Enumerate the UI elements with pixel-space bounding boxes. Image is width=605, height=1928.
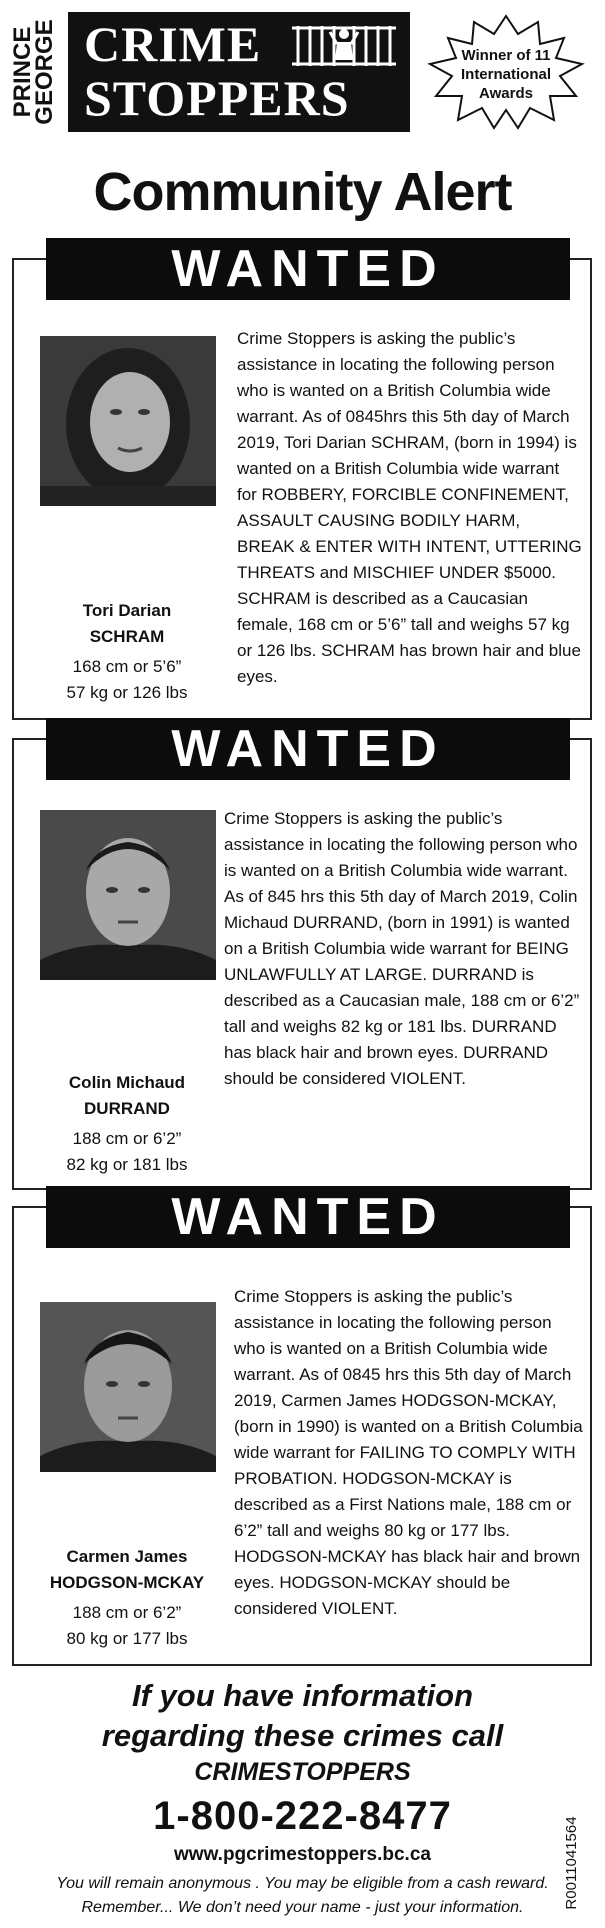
suspect-weight: 57 kg or 126 lbs [66, 683, 188, 702]
suspect-description: Crime Stoppers is asking the public’s assistance in locating the following person who is wanted on a British Columbia wide warrant. As of 0845 hrs this 5th day of March 2019, Carmen James HODGSON-MCKAY, (born in 1990) is wanted on a British Columbia wide warrant for FAILING TO COMPLY WITH PROBATION. HODGSON-MCKAY is described as a First Nations male, 188 cm or 6’2” tall and weighs 80 kg or 177 lbs. HODGSON-MCKAY has black hair and brown eyes. HODGSON-MCKAY should be considered VIOLENT. [234, 1287, 583, 1618]
wanted-banner: WANTED [46, 238, 570, 300]
reference-id: R0011041564 [563, 1816, 580, 1910]
reminder-note: Remember... We don’t need your name - just your information. [81, 1899, 524, 1916]
website-link: www.pgcrimestoppers.bc.ca [174, 1844, 431, 1865]
logo-line2: STOPPERS [84, 70, 350, 126]
suspect-description: Crime Stoppers is asking the public’s assistance in locating the following person who is wanted on a British Columbia wide warrant. As of 845 hrs this 5th day of March 2019, Colin Michaud DURRAND, (born in 1991) is wanted on a British Columbia wide warrant for BEING UNLAWFULLY AT LARGE. DURRAND is described as a Caucasian male, 188 cm or 6’2” tall and weighs 82 kg or 181 lbs. DURRAND has black hair and brown eyes. DURRAND should be considered VIOLENT. [224, 809, 580, 1088]
wanted-card-2 [12, 720, 592, 1190]
suspect-height: 168 cm or 5’6” [72, 657, 182, 676]
suspect-photo [40, 1302, 216, 1472]
suspect-height: 188 cm or 6’2” [72, 1129, 182, 1148]
suspect-photo [40, 336, 216, 506]
jail-bars-icon [290, 22, 398, 68]
phone-number: 1-800-222-8477 [153, 1794, 452, 1838]
anonymous-note: You will remain anonymous . You may be eligible from a cash reward. [56, 1875, 549, 1892]
suspect-caption [32, 598, 222, 706]
logo-line1: CRIME [84, 16, 262, 72]
suspect-last-name: DURRAND [84, 1099, 170, 1118]
wanted-card-1 [12, 240, 592, 720]
suspect-last-name: SCHRAM [89, 627, 165, 646]
suspect-last-name: HODGSON-MCKAY [49, 1573, 205, 1592]
wanted-banner: WANTED [46, 1186, 570, 1248]
footer-line2: regarding these crimes call [101, 1718, 504, 1753]
suspect-first-name: Colin Michaud [68, 1073, 186, 1092]
suspect-weight: 82 kg or 181 lbs [66, 1155, 188, 1174]
footer-crimestoppers: CRIMESTOPPERS [194, 1758, 411, 1786]
suspect-caption [32, 1544, 222, 1652]
suspect-weight: 80 kg or 177 lbs [66, 1629, 188, 1648]
suspect-photo [40, 810, 216, 980]
footer-line1: If you have information [131, 1678, 474, 1713]
header [8, 6, 598, 134]
suspect-description: Crime Stoppers is asking the public’s assistance in locating the following person who is wanted on a British Columbia wide warrant. As of 0845hrs this 5th day of March 2019, Tori Darian SCHRAM, (born in 1994) is wanted on a British Columbia wide warrant for ROBBERY, FORCIBLE CONFINEMENT, ASSAULT CAUSING BODILY HARM, BREAK & ENTER WITH INTENT, UTTERING THREATS and MISCHIEF UNDER $5000. SCHRAM is described as a Caucasian female, 168 cm or 5’6” tall and weighs 57 kg or 126 lbs. SCHRAM has brown hair and blue eyes. [237, 329, 582, 686]
suspect-caption [32, 1070, 222, 1178]
suspect-height: 188 cm or 6’2” [72, 1603, 182, 1622]
crime-stoppers-logo [68, 12, 410, 132]
suspect-first-name: Tori Darian [82, 601, 172, 620]
page-title: Community Alert [93, 162, 512, 222]
wanted-banner: WANTED [46, 718, 570, 780]
awards-badge: Winner of 11 International Awards [426, 12, 586, 132]
city-label: PRINCE GEORGE [9, 19, 58, 125]
wanted-card-3 [12, 1188, 592, 1666]
suspect-first-name: Carmen James [66, 1547, 188, 1566]
